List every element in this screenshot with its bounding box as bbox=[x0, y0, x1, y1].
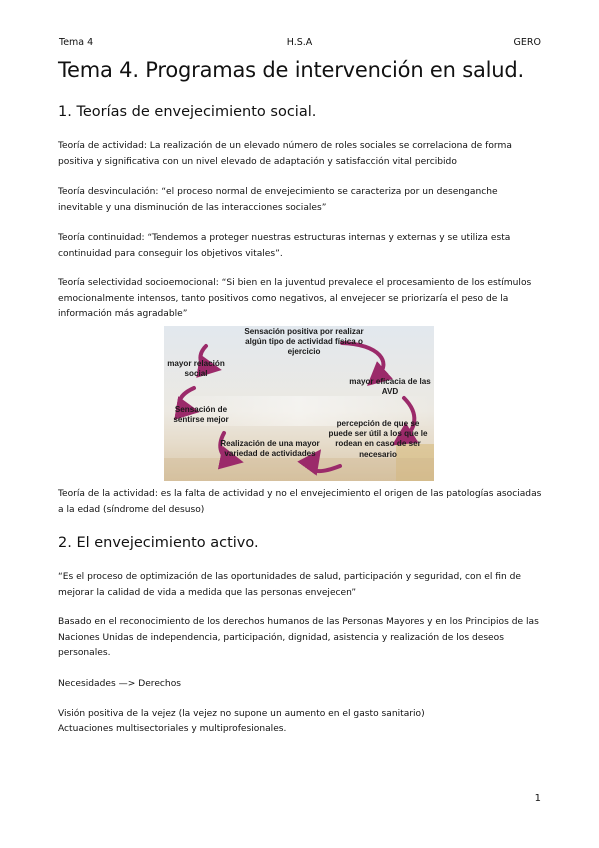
header-center: H.S.A bbox=[286, 37, 313, 48]
page-title: Tema 4. Programas de intervención en salud. bbox=[58, 58, 524, 82]
figure-label-top: Sensación positiva por realizar algún tipo de actividad física o ejercicio bbox=[244, 327, 364, 357]
figure-label-left-bottom: Sensación de sentirse mejor bbox=[173, 405, 229, 425]
header-right: GERO bbox=[513, 37, 541, 48]
paragraph-necesidades: Necesidades —> Derechos bbox=[58, 679, 181, 689]
activity-cycle-figure bbox=[164, 326, 434, 481]
section-heading-2: 2. El envejecimiento activo. bbox=[58, 535, 259, 551]
paragraph-actuaciones: Actuaciones multisectoriales y multiprofesionales. bbox=[58, 724, 287, 734]
page-number: 1 bbox=[534, 793, 541, 804]
paragraph-continuidad: Teoría continuidad: “Tendemos a proteger nuestras estructuras internas y externas y se utiliza esta continuidad para conseguir los objetivos vitales”. bbox=[58, 233, 511, 259]
figure-label-right-bottom: percepción de que se puede ser útil a los que le rodean en caso de ser necesario bbox=[328, 419, 428, 459]
paragraph-vision-positiva: Visión positiva de la vejez (la vejez no supone un aumento en el gasto sanitario) bbox=[58, 709, 425, 719]
paragraph-derechos-humanos: Basado en el reconocimiento de los derechos humanos de las Personas Mayores y en los Principios de las Naciones Unidas de independencia, participación, dignidad, asistencia y realización de los deseos personales. bbox=[58, 617, 539, 658]
paragraph-actividad: Teoría de actividad: La realización de un elevado número de roles sociales se correlaciona de forma positiva y significativa con un nivel elevado de adaptación y satisfacción vital percibido bbox=[58, 141, 512, 167]
paragraph-actividad-desuso: Teoría de la actividad: es la falta de actividad y no el envejecimiento el origen de las patologías asociadas a la edad (síndrome del desuso) bbox=[58, 489, 542, 515]
section-heading-1: 1. Teorías de envejecimiento social. bbox=[58, 104, 317, 120]
figure-label-bottom: Realización de una mayor variedad de actividades bbox=[220, 439, 320, 459]
figure-label-right-top: mayor eficacia de las AVD bbox=[349, 377, 431, 397]
paragraph-desvinculacion: Teoría desvinculación: “el proceso normal de envejecimiento se caracteriza por un desenganche inevitable y una disminución de las interacciones sociales” bbox=[58, 187, 498, 213]
paragraph-definicion: “Es el proceso de optimización de las oportunidades de salud, participación y seguridad, con el fin de mejorar la calidad de vida a medida que las personas envejecen” bbox=[58, 572, 521, 598]
figure-label-left-top: mayor relación social bbox=[167, 359, 225, 379]
paragraph-selectividad: Teoría selectividad socioemocional: “Si bien en la juventud prevalece el procesamiento de los estímulos emocionalmente intensos, tanto positivos como negativos, al envejecer se priorizaría el peso de la información más agradable” bbox=[58, 278, 532, 319]
header-left: Tema 4 bbox=[59, 37, 94, 48]
